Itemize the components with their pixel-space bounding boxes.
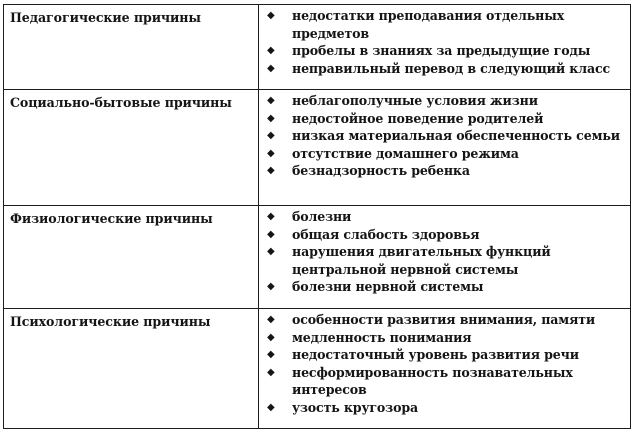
list-item: ◆ медленность понимания <box>267 329 472 345</box>
items-list <box>259 206 630 298</box>
diamond-bullet-icon: ◆ <box>267 112 275 124</box>
table-row <box>4 309 631 429</box>
items-cell <box>259 90 631 206</box>
diamond-bullet-icon: ◆ <box>267 147 275 159</box>
cause-title: Социально-бытовые причины <box>10 95 232 110</box>
diamond-bullet-icon: ◆ <box>267 10 275 21</box>
items-list <box>259 309 630 419</box>
cause-title: Психологические причины <box>10 314 211 329</box>
diamond-bullet-icon: ◆ <box>267 281 275 293</box>
causes-table <box>3 4 631 429</box>
cause-title: Педагогические причины <box>10 10 201 25</box>
list-item: ◆ узость кругозора <box>267 399 418 415</box>
list-item: ◆ низкая материальная обеспеченность семьи <box>267 128 620 144</box>
items-list <box>259 5 630 79</box>
diamond-bullet-icon: ◆ <box>267 366 275 378</box>
diamond-bullet-icon: ◆ <box>267 331 275 343</box>
cause-cell <box>4 5 259 90</box>
diamond-bullet-icon: ◆ <box>267 314 275 325</box>
list-item: ◆ недостаточный уровень развития речи <box>267 347 579 363</box>
table-row <box>4 206 631 309</box>
items-cell <box>259 309 631 429</box>
diamond-bullet-icon: ◆ <box>267 130 275 142</box>
list-item: ◆ пробелы в знаниях за предыдущие годы <box>267 43 591 59</box>
cause-cell <box>4 206 259 309</box>
cause-cell <box>4 309 259 429</box>
diamond-bullet-icon: ◆ <box>267 401 275 413</box>
list-item: ◆ отсутствие домашнего режима <box>267 145 519 161</box>
table-row <box>4 5 631 90</box>
list-item: ◆ особенности развития внимания, памяти <box>267 312 596 327</box>
list-item: ◆ неблагополучные условия жизни <box>267 93 538 108</box>
list-item: ◆ болезни нервной системы <box>267 279 484 295</box>
list-item: ◆ нарушения двигательных функций центральной нервной системы <box>267 244 551 277</box>
diamond-bullet-icon: ◆ <box>267 246 275 258</box>
cause-cell <box>4 90 259 206</box>
diamond-bullet-icon: ◆ <box>267 45 275 57</box>
items-list <box>259 90 630 182</box>
list-item: ◆ безнадзорность ребенка <box>267 163 470 179</box>
list-item: ◆ болезни <box>267 209 352 224</box>
items-cell <box>259 206 631 309</box>
items-cell <box>259 5 631 90</box>
list-item: ◆ общая слабость здоровья <box>267 226 480 242</box>
table-row <box>4 90 631 206</box>
diamond-bullet-icon: ◆ <box>267 228 275 240</box>
list-item: ◆ недостойное поведение родителей <box>267 110 544 126</box>
list-item: ◆ несформированность познавательных интересов <box>267 364 573 398</box>
list-item: ◆ неправильный перевод в следующий класс <box>267 60 611 76</box>
cause-title: Физиологические причины <box>10 211 213 226</box>
diamond-bullet-icon: ◆ <box>267 62 275 74</box>
diamond-bullet-icon: ◆ <box>267 95 275 106</box>
list-item: ◆ недостатки преподавания отдельных предметов <box>267 8 565 41</box>
diamond-bullet-icon: ◆ <box>267 211 275 222</box>
diamond-bullet-icon: ◆ <box>267 349 275 361</box>
diamond-bullet-icon: ◆ <box>267 165 275 177</box>
